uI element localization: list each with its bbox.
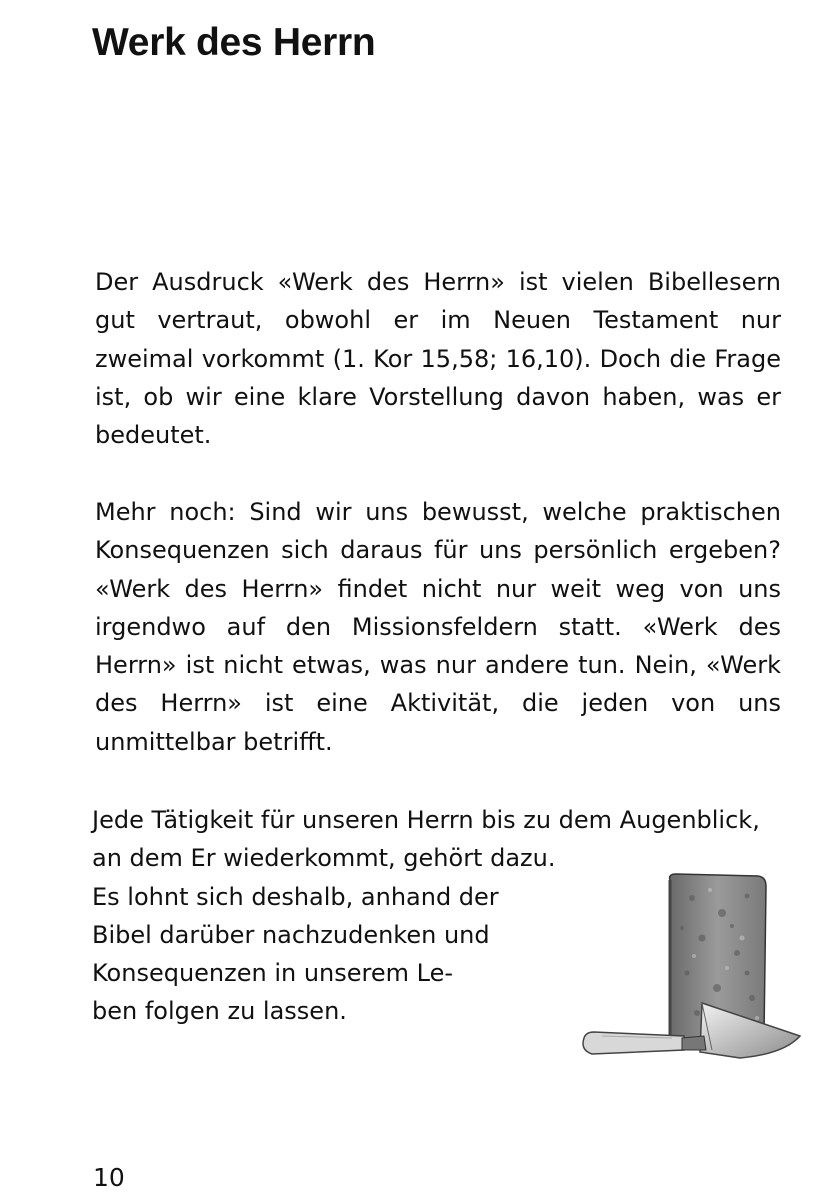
paragraph-3-line-4: Bibel darüber nachzudenken und <box>92 920 490 949</box>
page-number: 10 <box>93 1163 125 1192</box>
paragraph-2: Mehr noch: Sind wir uns bewusst, welche praktischen Konsequenzen sich daraus für uns persönlich ergeben? «Werk des Herrn» findet nicht nur weit weg von uns irgendwo auf den Missionsfeldern statt. «Werk des Herrn» ist nicht etwas, was nur andere tun. Nein, «Werk des Herrn» ist eine Aktivität, die jeden von uns unmittelbar betrifft. <box>95 498 781 756</box>
brick-and-trowel-illustration <box>572 868 822 1068</box>
paragraph-3-line-3: Es lohnt sich deshalb, anhand der <box>92 882 499 911</box>
paragraph-3-line-2: an dem Er wiederkommt, gehört dazu. <box>92 844 556 873</box>
page-title: Werk des Herrn <box>92 21 376 64</box>
paragraph-1: Der Ausdruck «Werk des Herrn» ist vielen Bibellesern gut vertraut, obwohl er im Neuen Testament nur zweimal vorkommt (1. Kor 15,58; 16,10). Doch die Frage ist, ob wir eine klare Vorstellung davon haben, was er bedeutet. <box>95 268 781 450</box>
paragraph-3-line-6: ben folgen zu lassen. <box>92 997 347 1026</box>
paragraph-3-line-1: Jede Tätigkeit für unseren Herrn bis zu dem Augenblick, <box>92 806 760 834</box>
paragraph-3-line-5: Konsequenzen in unserem Le- <box>92 959 454 988</box>
